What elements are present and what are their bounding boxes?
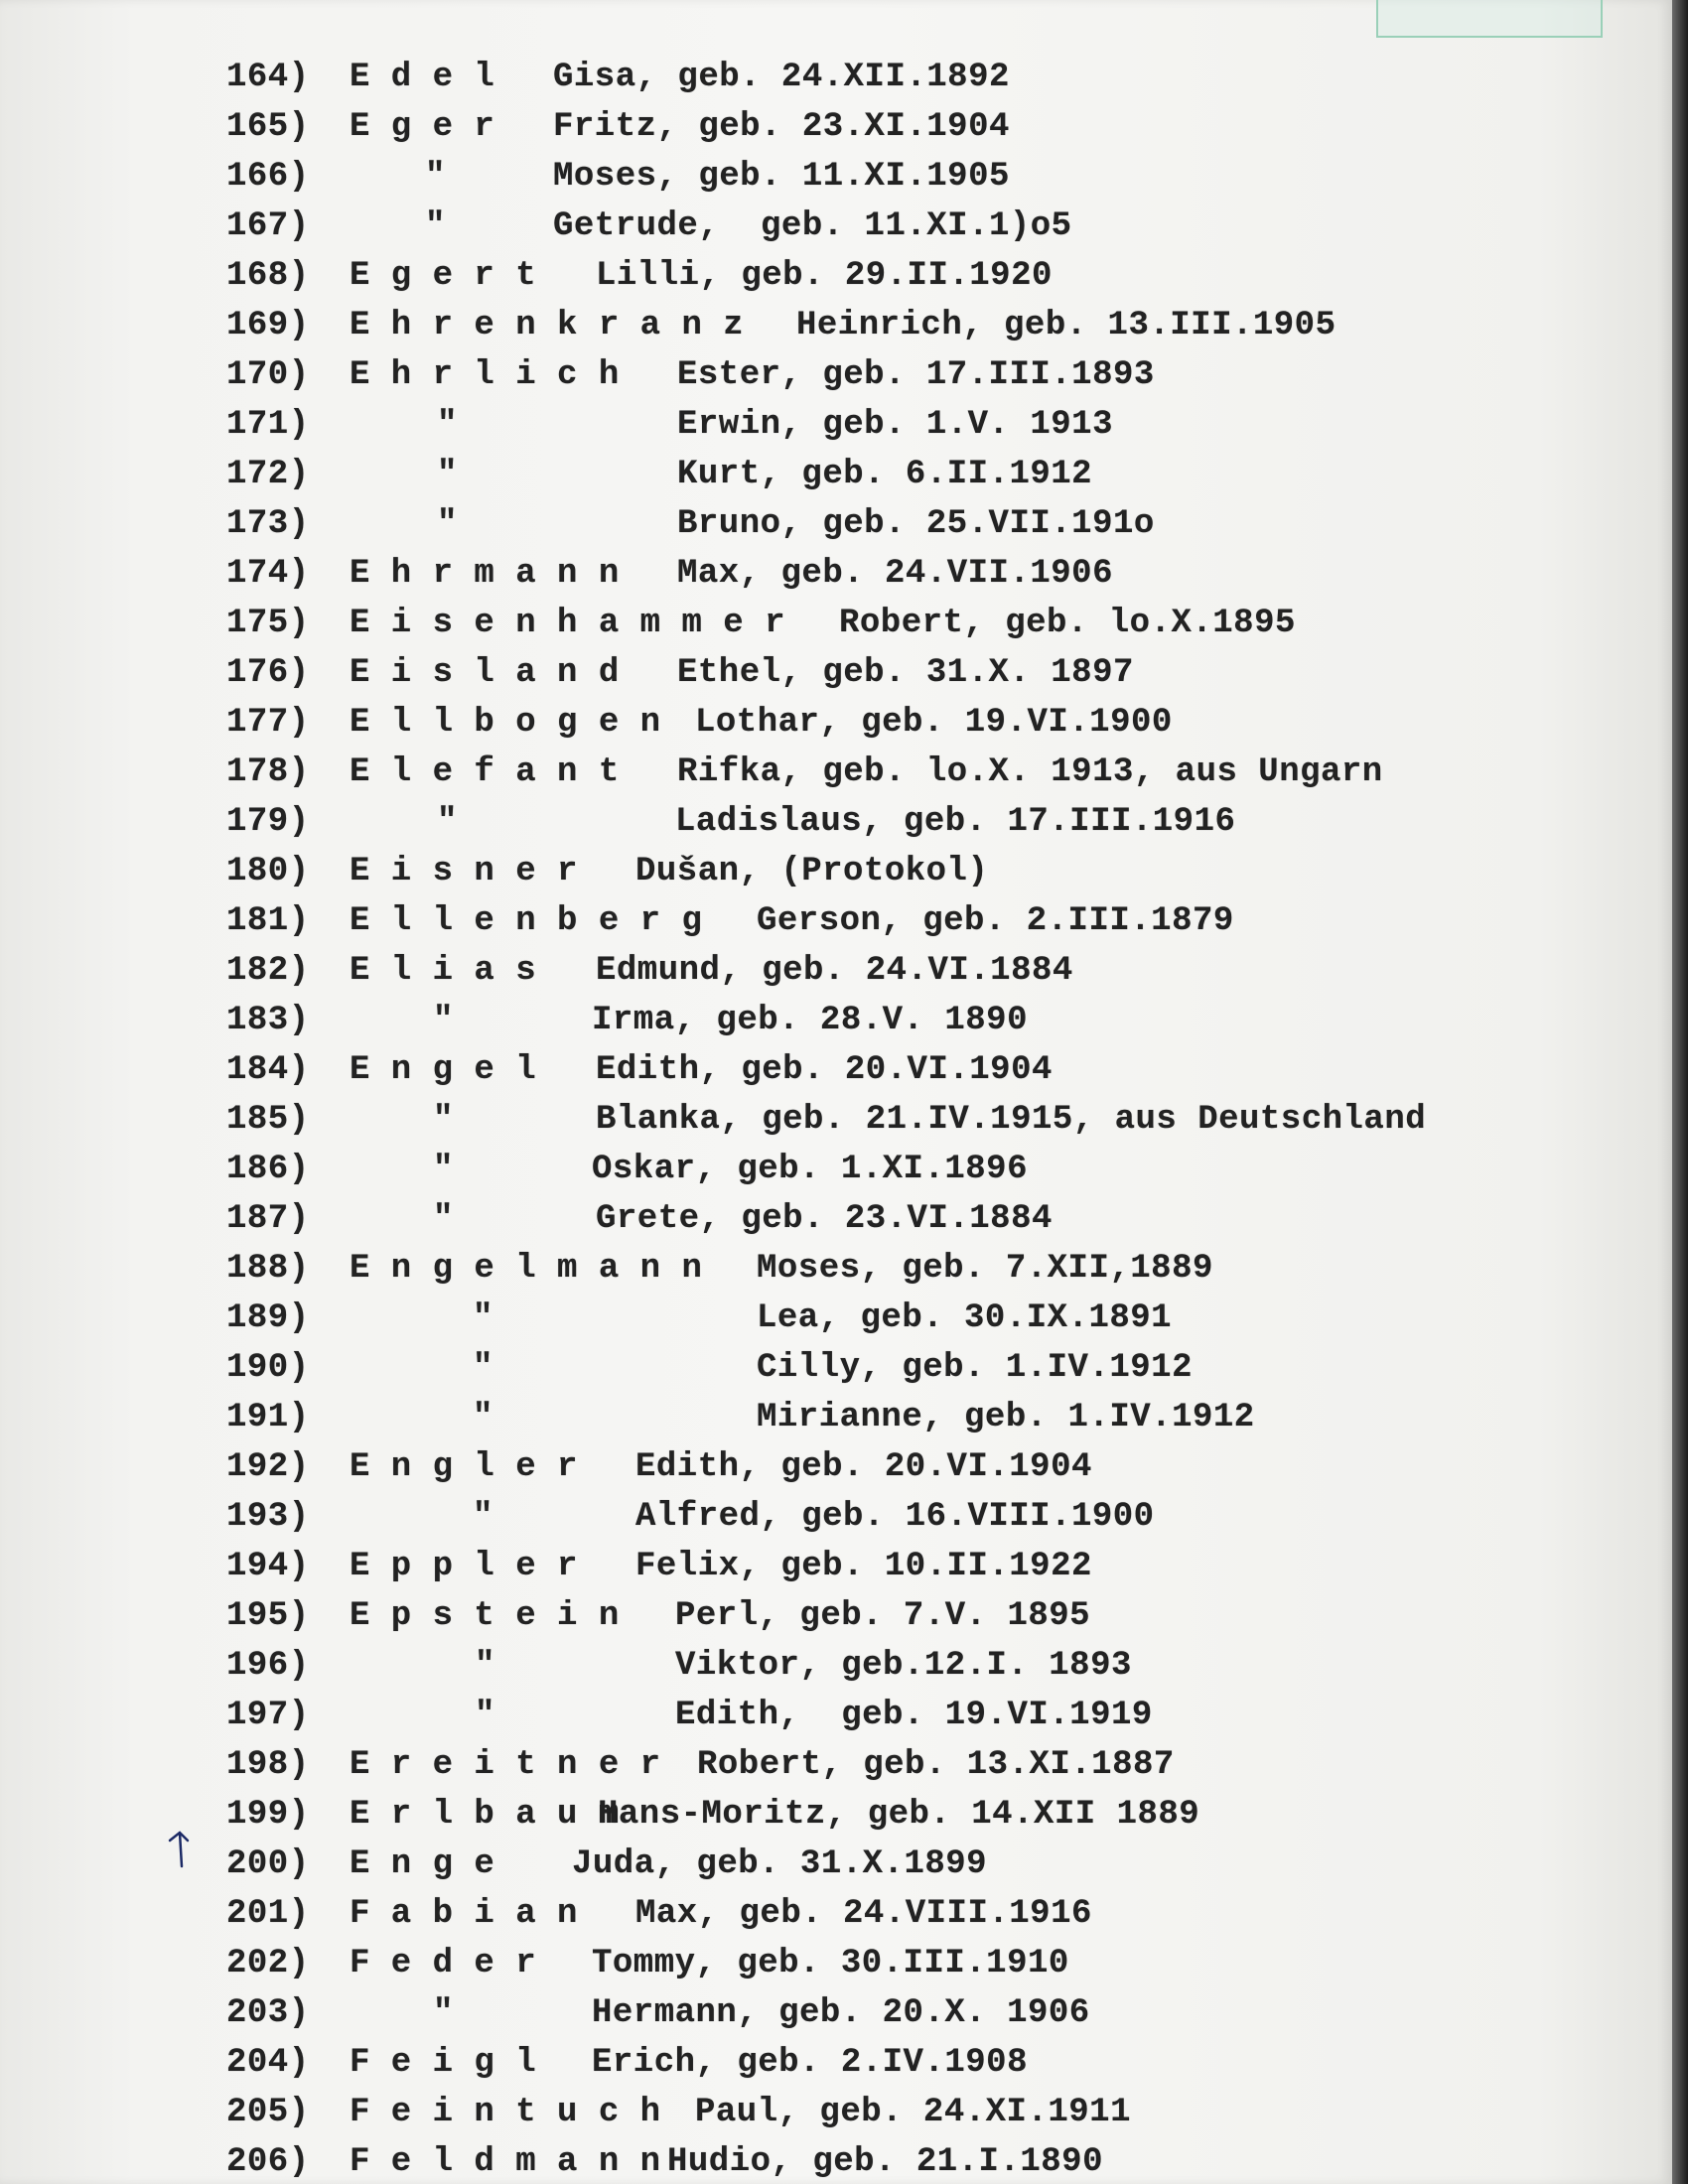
entry-surname: " [473, 1399, 493, 1436]
entry-details: Hermann, geb. 20.X. 1906 [592, 1994, 1090, 2032]
entry-surname: E l i a s [350, 952, 537, 990]
entry-number: 168) [226, 257, 310, 295]
entry-surname: E h r e n k r a n z [350, 307, 745, 344]
entry-number: 183) [226, 1002, 310, 1039]
tape-strip [1376, 0, 1603, 38]
entry-details: Edith, geb. 19.VI.1919 [675, 1697, 1153, 1734]
entry-number: 171) [226, 406, 310, 444]
entry-surname: E l l e n b e r g [350, 902, 703, 940]
list-item [0, 2140, 1672, 2184]
list-item [0, 205, 1672, 248]
list-item [0, 155, 1672, 199]
entry-surname: E h r m a n n [350, 555, 620, 593]
entry-number: 206) [226, 2143, 310, 2181]
entry-details: Getrude, geb. 11.XI.1)o5 [553, 207, 1072, 245]
entry-surname: F e i n t u c h [350, 2094, 661, 2131]
entry-number: 205) [226, 2094, 310, 2131]
entry-details: Robert, geb. lo.X.1895 [839, 605, 1296, 642]
entry-number: 185) [226, 1101, 310, 1139]
entry-surname: E h r l i c h [350, 356, 620, 394]
entry-surname: E p s t e i n [350, 1597, 620, 1635]
entry-number: 182) [226, 952, 310, 990]
entry-details: Hudio, geb. 21.I.1890 [667, 2143, 1103, 2181]
entry-surname: F a b i a n [350, 1895, 578, 1933]
entry-number: 204) [226, 2044, 310, 2082]
entry-surname: E d e l [350, 59, 495, 96]
entry-surname: E l l b o g e n [350, 704, 661, 742]
entry-number: 194) [226, 1548, 310, 1585]
list-item [0, 1297, 1672, 1340]
entry-details: Fritz, geb. 23.XI.1904 [553, 108, 1010, 146]
entry-surname: E r e i t n e r [350, 1746, 661, 1784]
entry-surname: E g e r t [350, 257, 537, 295]
entry-details: Edith, geb. 20.VI.1904 [596, 1051, 1053, 1089]
list-item [0, 949, 1672, 993]
entry-surname: " [473, 1498, 493, 1536]
entry-surname: " [437, 803, 458, 841]
entry-number: 170) [226, 356, 310, 394]
list-item [0, 1247, 1672, 1291]
entry-number: 203) [226, 1994, 310, 2032]
entry-surname: " [437, 406, 458, 444]
entry-surname: " [433, 1151, 454, 1188]
entry-details: Lilli, geb. 29.II.1920 [596, 257, 1053, 295]
entry-details: Max, geb. 24.VIII.1916 [635, 1895, 1092, 1933]
entry-surname: E i s l a n d [350, 654, 620, 692]
list-item [0, 2041, 1672, 2085]
entry-number: 165) [226, 108, 310, 146]
entry-details: Moses, geb. 11.XI.1905 [553, 158, 1010, 196]
list-item [0, 1843, 1672, 1886]
entry-number: 190) [226, 1349, 310, 1387]
entry-number: 172) [226, 456, 310, 493]
entry-details: Blanka, geb. 21.IV.1915, aus Deutschland [596, 1101, 1427, 1139]
entry-number: 202) [226, 1945, 310, 1982]
entry-surname: " [433, 1200, 454, 1238]
list-item [0, 1545, 1672, 1588]
entry-details: Gisa, geb. 24.XII.1892 [553, 59, 1010, 96]
entry-details: Irma, geb. 28.V. 1890 [592, 1002, 1028, 1039]
list-item [0, 1594, 1672, 1638]
entry-number: 201) [226, 1895, 310, 1933]
entry-number: 191) [226, 1399, 310, 1436]
entry-surname: E p p l e r [350, 1548, 578, 1585]
list-item [0, 453, 1672, 496]
entry-details: Heinrich, geb. 13.III.1905 [796, 307, 1336, 344]
list-item [0, 800, 1672, 844]
entry-surname: E r l b a u m [350, 1796, 620, 1834]
entry-details: Lea, geb. 30.IX.1891 [757, 1299, 1173, 1337]
list-item [0, 850, 1672, 893]
list-item [0, 899, 1672, 943]
entry-details: Dušan, (Protokol) [635, 853, 989, 890]
entry-number: 187) [226, 1200, 310, 1238]
entry-surname: F e l d m a n n [350, 2143, 661, 2181]
entry-number: 188) [226, 1250, 310, 1288]
entry-surname: " [425, 207, 446, 245]
entry-details: Gerson, geb. 2.III.1879 [757, 902, 1234, 940]
entry-details: Lothar, geb. 19.VI.1900 [695, 704, 1173, 742]
entry-surname: " [425, 158, 446, 196]
entry-surname: E n g e [350, 1845, 495, 1883]
entry-surname: E n g e l [350, 1051, 537, 1089]
list-item [0, 56, 1672, 99]
entry-number: 164) [226, 59, 310, 96]
entry-details: Edmund, geb. 24.VI.1884 [596, 952, 1073, 990]
entry-number: 178) [226, 753, 310, 791]
entry-number: 200) [226, 1845, 310, 1883]
entry-surname: E i s n e r [350, 853, 578, 890]
entry-details: Paul, geb. 24.XI.1911 [695, 2094, 1131, 2131]
scan-edge [1672, 0, 1688, 2184]
entry-number: 189) [226, 1299, 310, 1337]
entry-number: 169) [226, 307, 310, 344]
entry-number: 193) [226, 1498, 310, 1536]
entry-surname: " [437, 505, 458, 543]
entry-number: 197) [226, 1697, 310, 1734]
entry-surname: " [433, 1101, 454, 1139]
entry-details: Rifka, geb. lo.X. 1913, aus Ungarn [677, 753, 1383, 791]
entry-details: Felix, geb. 10.II.1922 [635, 1548, 1092, 1585]
list-item [0, 1892, 1672, 1936]
list-item [0, 552, 1672, 596]
entry-number: 186) [226, 1151, 310, 1188]
list-item [0, 1694, 1672, 1737]
entry-surname: " [433, 1994, 454, 2032]
list-item [0, 1991, 1672, 2035]
entry-details: Grete, geb. 23.VI.1884 [596, 1200, 1053, 1238]
entry-number: 199) [226, 1796, 310, 1834]
entry-number: 179) [226, 803, 310, 841]
entry-details: Alfred, geb. 16.VIII.1900 [635, 1498, 1155, 1536]
entry-details: Erwin, geb. 1.V. 1913 [677, 406, 1113, 444]
list-item [0, 1793, 1672, 1837]
entry-surname: E n g e l m a n n [350, 1250, 703, 1288]
list-item [0, 1495, 1672, 1539]
list-item [0, 701, 1672, 745]
entry-details: Ethel, geb. 31.X. 1897 [677, 654, 1134, 692]
entry-surname: " [475, 1697, 495, 1734]
list-item [0, 651, 1672, 695]
entry-surname: E l e f a n t [350, 753, 620, 791]
entry-number: 176) [226, 654, 310, 692]
entry-number: 166) [226, 158, 310, 196]
entry-surname: E i s e n h a m m e r [350, 605, 785, 642]
entry-number: 195) [226, 1597, 310, 1635]
entry-number: 181) [226, 902, 310, 940]
entry-surname: E g e r [350, 108, 495, 146]
list-item [0, 1445, 1672, 1489]
entry-details: Ladislaus, geb. 17.III.1916 [675, 803, 1236, 841]
entry-surname: " [473, 1349, 493, 1387]
list-item [0, 1098, 1672, 1142]
entry-details: Bruno, geb. 25.VII.191o [677, 505, 1155, 543]
entry-number: 184) [226, 1051, 310, 1089]
entry-surname: " [437, 456, 458, 493]
entry-details: Edith, geb. 20.VI.1904 [635, 1448, 1092, 1486]
entry-number: 198) [226, 1746, 310, 1784]
list-item [0, 602, 1672, 645]
list-item [0, 304, 1672, 347]
list-item [0, 1148, 1672, 1191]
list-item [0, 1743, 1672, 1787]
entry-surname: " [473, 1299, 493, 1337]
entry-details: Robert, geb. 13.XI.1887 [697, 1746, 1175, 1784]
entry-surname: " [475, 1647, 495, 1685]
list-item [0, 353, 1672, 397]
entry-surname: " [433, 1002, 454, 1039]
entry-number: 173) [226, 505, 310, 543]
entry-details: Mirianne, geb. 1.IV.1912 [757, 1399, 1255, 1436]
list-item [0, 1942, 1672, 1985]
list-item [0, 751, 1672, 794]
entry-details: Kurt, geb. 6.II.1912 [677, 456, 1093, 493]
entry-details: Erich, geb. 2.IV.1908 [592, 2044, 1028, 2082]
entry-number: 167) [226, 207, 310, 245]
entry-details: Hans-Moritz, geb. 14.XII 1889 [598, 1796, 1200, 1834]
entry-surname: E n g l e r [350, 1448, 578, 1486]
list-item [0, 1644, 1672, 1688]
entry-surname: F e d e r [350, 1945, 537, 1982]
entry-details: Tommy, geb. 30.III.1910 [592, 1945, 1069, 1982]
entry-details: Max, geb. 24.VII.1906 [677, 555, 1113, 593]
list-item [0, 2091, 1672, 2134]
list-item [0, 105, 1672, 149]
list-item [0, 999, 1672, 1042]
entry-number: 192) [226, 1448, 310, 1486]
entry-details: Juda, geb. 31.X.1899 [572, 1845, 988, 1883]
list-item [0, 1346, 1672, 1390]
entry-details: Ester, geb. 17.III.1893 [677, 356, 1155, 394]
list-item [0, 254, 1672, 298]
list-item [0, 502, 1672, 546]
list-item [0, 1396, 1672, 1439]
list-item [0, 403, 1672, 447]
entry-number: 196) [226, 1647, 310, 1685]
entry-details: Cilly, geb. 1.IV.1912 [757, 1349, 1193, 1387]
entry-details: Perl, geb. 7.V. 1895 [675, 1597, 1091, 1635]
entry-number: 174) [226, 555, 310, 593]
list-item [0, 1048, 1672, 1092]
entry-details: Oskar, geb. 1.XI.1896 [592, 1151, 1028, 1188]
entry-number: 180) [226, 853, 310, 890]
list-item [0, 1197, 1672, 1241]
entry-number: 175) [226, 605, 310, 642]
entry-details: Moses, geb. 7.XII,1889 [757, 1250, 1213, 1288]
entry-number: 177) [226, 704, 310, 742]
entry-details: Viktor, geb.12.I. 1893 [675, 1647, 1132, 1685]
entry-surname: F e i g l [350, 2044, 537, 2082]
